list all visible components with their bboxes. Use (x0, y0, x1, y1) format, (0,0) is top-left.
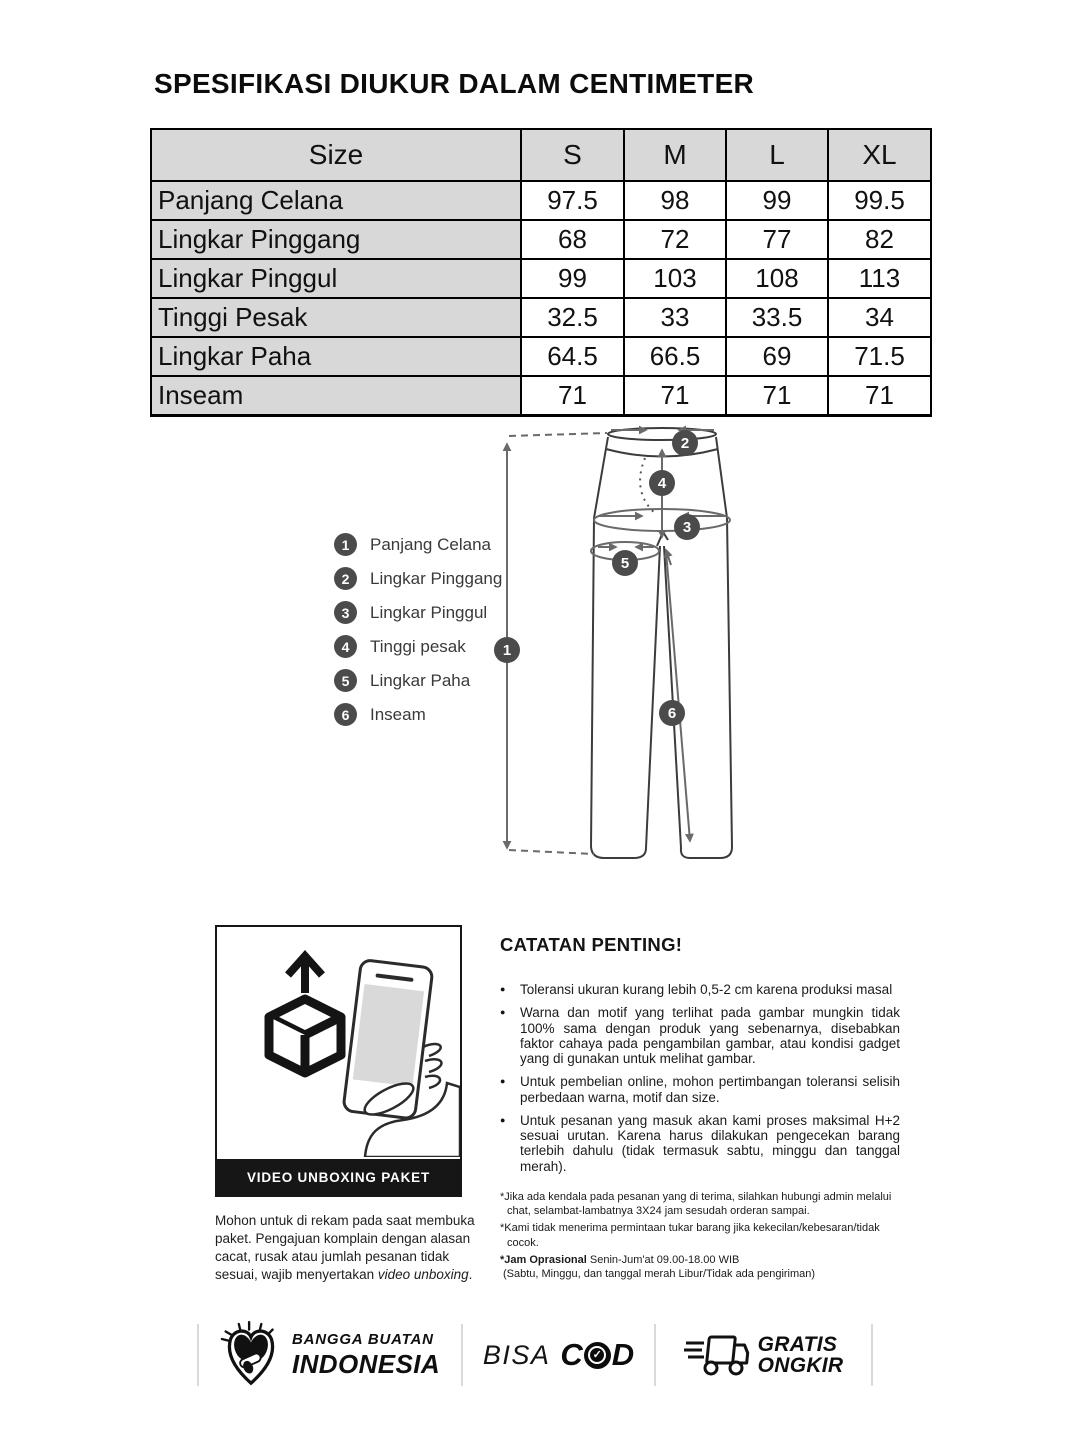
cell-value: 34 (828, 298, 931, 337)
cod-letter-d: D (611, 1337, 635, 1372)
unboxing-banner: VIDEO UNBOXING PAKET (217, 1159, 460, 1195)
badge-bangga-buatan-indonesia (199, 1321, 461, 1389)
cell-value: 99.5 (828, 181, 931, 220)
row-label: Inseam (151, 376, 521, 416)
badge-gratis-ongkir (656, 1331, 871, 1379)
legend-number-badge: 1 (334, 533, 357, 556)
row-label: Panjang Celana (151, 181, 521, 220)
table-row (151, 337, 931, 376)
unboxing-note-italic: video unboxing (377, 1266, 469, 1282)
legend-label: Inseam (370, 704, 426, 724)
badge-3-line1: GRATIS (757, 1333, 838, 1356)
footnotes (500, 1190, 900, 1282)
notes-heading: CATATAN PENTING! (500, 934, 683, 955)
footnote (500, 1253, 900, 1282)
legend-label: Lingkar Pinggul (370, 602, 488, 622)
cell-value: 33.5 (726, 298, 828, 337)
legend-item (334, 635, 502, 658)
marker-5 (612, 550, 638, 576)
table-row (151, 181, 931, 220)
marker-4 (649, 470, 675, 496)
video-unboxing-box (215, 925, 462, 1197)
cell-value: 113 (828, 259, 931, 298)
cell-value: 64.5 (521, 337, 624, 376)
cell-value: 99 (726, 181, 828, 220)
cell-value: 69 (726, 337, 828, 376)
marker-2 (672, 430, 698, 456)
row-label: Tinggi Pesak (151, 298, 521, 337)
col-header-m: M (624, 129, 726, 181)
package-box-icon (269, 999, 341, 1073)
diagram-legend (334, 533, 502, 737)
cell-value: 71 (521, 376, 624, 416)
svg-text:4: 4 (657, 475, 667, 492)
badge-2-word: BISA (482, 1339, 551, 1370)
table-row (151, 298, 931, 337)
legend-label: Lingkar Paha (370, 670, 471, 690)
check-circle-icon (584, 1342, 611, 1369)
cell-value: 66.5 (624, 337, 726, 376)
note-text: Untuk pesanan yang masuk akan kami proses maksimal H+2 sesuai urutan. Karena harus dilakukan pengecekan barang terlebih dahulu (tidak termasuk sabtu, minggu dan tanggal merah). (520, 1112, 900, 1174)
legend-item (334, 669, 502, 692)
badge-1-line1: BANGGA BUATAN (291, 1330, 434, 1348)
note-bullet (500, 982, 900, 997)
marker-6 (659, 700, 685, 726)
bullet-dot-icon: ● (500, 1114, 506, 1125)
row-label: Lingkar Pinggang (151, 220, 521, 259)
legend-number-badge: 5 (334, 669, 357, 692)
cell-value: 72 (624, 220, 726, 259)
badge-bisa-cod (463, 1337, 654, 1373)
cell-value: 82 (828, 220, 931, 259)
col-header-xl: XL (828, 129, 931, 181)
cell-value: 103 (624, 259, 726, 298)
note-bullet (500, 1074, 900, 1105)
bullet-dot-icon: ● (500, 1076, 506, 1087)
cell-value: 98 (624, 181, 726, 220)
arrow-up-icon (288, 956, 322, 993)
cod-logo (560, 1337, 634, 1373)
footer-badges (197, 1320, 873, 1390)
measure-lines (507, 430, 725, 854)
cell-value: 32.5 (521, 298, 624, 337)
cell-value: 71.5 (828, 337, 931, 376)
unboxing-note-text: Mohon untuk di rekam pada saat membuka paket. Pengajuan komplain dengan alasan cacat, rusak atau jumlah pesanan tidak sesuai, wajib menyertakan (215, 1213, 475, 1282)
divider (871, 1324, 873, 1386)
legend-label: Panjang Celana (370, 534, 491, 554)
cell-value: 99 (521, 259, 624, 298)
svg-text:6: 6 (667, 705, 677, 722)
note-bullet (500, 1005, 900, 1066)
legend-label: Tinggi pesak (370, 636, 466, 656)
pants-measurement-diagram (494, 420, 789, 880)
bullet-dot-icon: ● (500, 1007, 506, 1018)
legend-number-badge: 6 (334, 703, 357, 726)
page-title: SPESIFIKASI DIUKUR DALAM CENTIMETER (154, 68, 755, 99)
size-spec-table (150, 128, 932, 417)
footnote-bold: *Jam Oprasional (500, 1253, 587, 1266)
legend-number-badge: 2 (334, 567, 357, 590)
cell-value: 68 (521, 220, 624, 259)
legend-label: Lingkar Pinggang (370, 568, 503, 588)
badge-1-text (292, 1331, 440, 1380)
table-header-row (151, 129, 931, 181)
important-notes-section (500, 934, 900, 1285)
unboxing-note-period: . (468, 1266, 473, 1282)
unboxing-note (215, 1212, 483, 1284)
cod-letter-c: C (560, 1337, 583, 1372)
table-row (151, 220, 931, 259)
legend-number-badge: 4 (334, 635, 357, 658)
legend-item (334, 533, 502, 556)
svg-text:1: 1 (502, 642, 512, 659)
note-text: Untuk pembelian online, mohon pertimbangan toleransi selisih perbedaan warna, motif dan size. (520, 1074, 900, 1105)
col-header-s: S (521, 129, 624, 181)
check-glyph: ✓ (588, 1346, 606, 1364)
svg-text:2: 2 (680, 435, 690, 452)
badge-3-line2: ONGKIR (757, 1354, 844, 1377)
legend-item (334, 567, 502, 590)
marker-1 (494, 637, 520, 663)
note-text: Warna dan motif yang terlihat pada gambar mungkin tidak 100% sama dengan produk yang sebenarnya, disebabkan faktor cahaya pada pengambilan gambar, atau kondisi gadget yang di gunakan untuk melihat gambar. (520, 1005, 900, 1066)
col-header-size: Size (151, 129, 521, 181)
badge-3-text (758, 1334, 844, 1376)
legend-item (334, 703, 502, 726)
note-text: Toleransi ukuran kurang lebih 0,5-2 cm karena produksi masal (520, 982, 893, 997)
cell-value: 71 (726, 376, 828, 416)
note-bullet (500, 1113, 900, 1174)
cell-value: 71 (624, 376, 726, 416)
cell-value: 108 (726, 259, 828, 298)
delivery-truck-icon (684, 1331, 750, 1379)
cell-value: 33 (624, 298, 726, 337)
legend-item (334, 601, 502, 624)
cell-value: 77 (726, 220, 828, 259)
footnote-line2: (Sabtu, Minggu, dan tanggal merah Libur/Tidak ada pengiriman) (503, 1268, 816, 1281)
footnote: *Kami tidak menerima permintaan tukar barang jika kekecilan/kebesaran/tidak cocok. (500, 1222, 880, 1249)
footnote: *Jika ada kendala pada pesanan yang di terima, silahkan hubungi admin melalui chat, selambat-lambatnya 3X24 jam sesudah orderan sampai. (500, 1190, 892, 1218)
marker-3 (674, 514, 700, 540)
legend-number-badge: 3 (334, 601, 357, 624)
row-label: Lingkar Pinggul (151, 259, 521, 298)
unboxing-illustration (217, 927, 460, 1157)
svg-text:3: 3 (682, 519, 692, 536)
table-row (151, 259, 931, 298)
cell-value: 71 (828, 376, 931, 416)
cell-value: 97.5 (521, 181, 624, 220)
footnote-rest: Senin-Jum'at 09.00-18.00 WIB (586, 1253, 740, 1266)
table-row (151, 376, 931, 416)
svg-text:5: 5 (620, 555, 630, 572)
row-label: Lingkar Paha (151, 337, 521, 376)
badge-1-line2: INDONESIA (291, 1348, 441, 1379)
col-header-l: L (726, 129, 828, 181)
heart-hand-logo-icon (220, 1321, 282, 1389)
bullet-dot-icon: ● (500, 984, 506, 994)
